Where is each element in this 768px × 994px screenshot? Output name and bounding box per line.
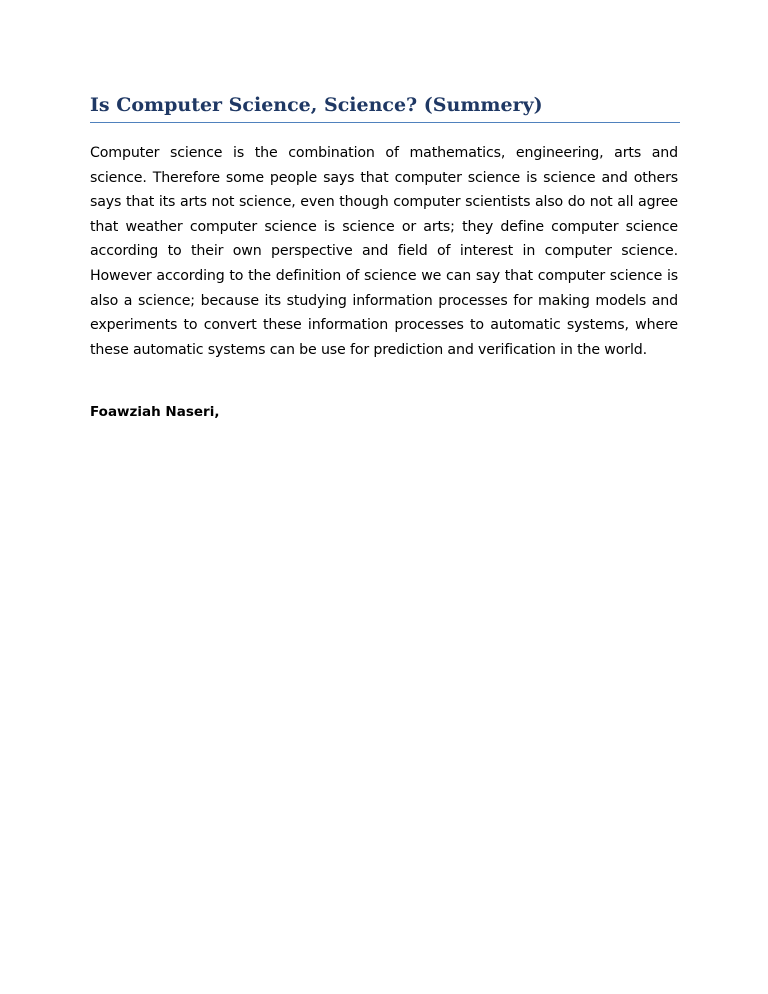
title-underline-rule — [90, 122, 680, 123]
author-signature: Foawziah Naseri, — [90, 404, 220, 420]
summary-paragraph: Computer science is the combination of mathematics, engineering, arts and science. Therefore some people says that computer science is science and others says that its arts not science, even though computer scientists also do not all agree that weather computer science is science or arts; they define computer science according to their own perspective and field of interest in computer science. However according to the definition of science we can say that computer science is also a science; because its studying information processes for making models and experiments to convert these information processes to automatic systems, where these automatic systems can be use for prediction and verification in the world. — [90, 145, 678, 358]
document-title: Is Computer Science, Science? (Summery) — [90, 94, 543, 116]
